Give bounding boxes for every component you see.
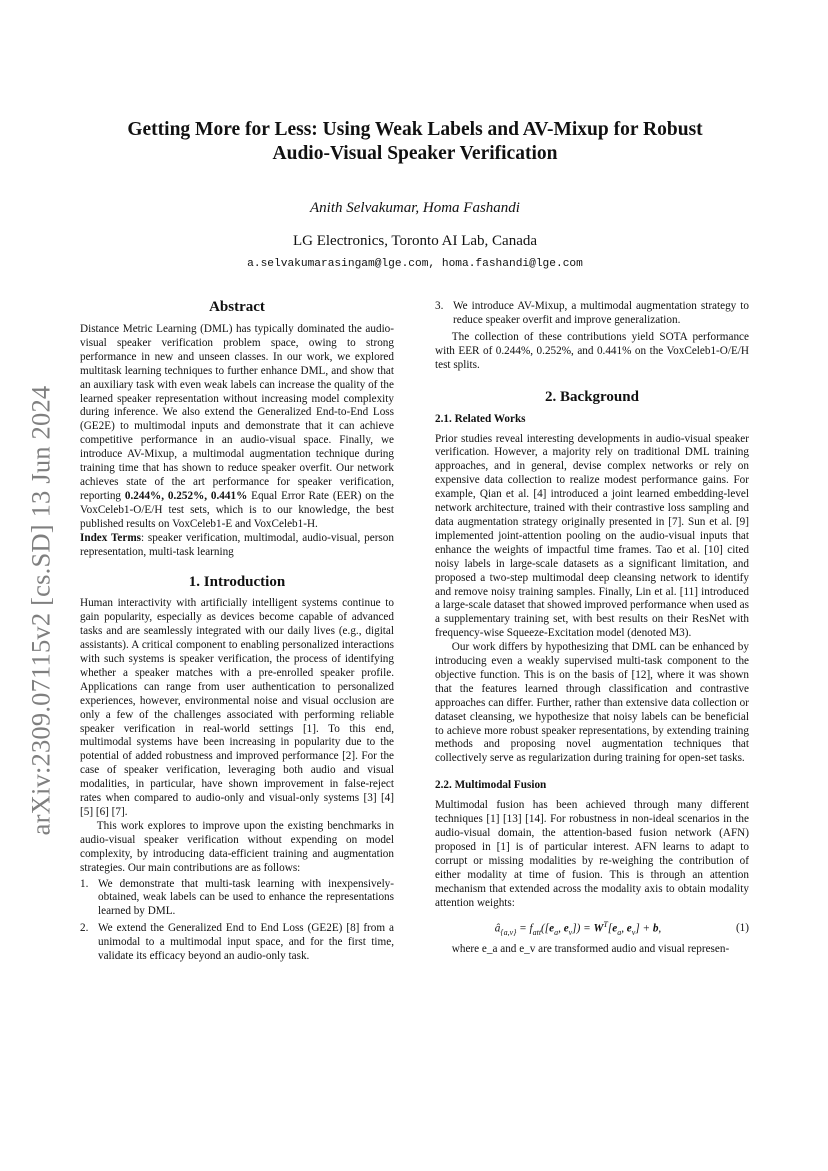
fusion-paragraph-1: Multimodal fusion has been achieved through many different techniques [1] [13] [14]. For robustness in non-ideal scenarios in the audio-visual domain, the attention-based fusion network (AFN) proposed in [1] is of particular interest. AFN learns to adapt to corrupt or missing modalities by re-weighing the contribution of either modality at time of fusion. This is through an attention mechanism that extended across the modality axis to obtain modality attention weights:: [435, 799, 749, 909]
equation-1-number: (1): [735, 921, 749, 934]
abstract-heading: Abstract: [209, 299, 265, 315]
abstract-text-2: Equal Error Rate (EER) on the VoxCeleb1-O/E/H test sets, which is to our knowledge, the best published results on VoxCeleb1-E and VoxCeleb1-H.: [80, 489, 395, 530]
contribution-item: [80, 922, 394, 964]
equation-1-body: $â_{\{a,v\}} = f_{att}([e_a$, $e_v]) = W^T[e_a$, $e_v] + b$,: [494, 919, 662, 937]
intro-paragraph-3: The collection of these contributions yield SOTA performance with EER of 0.244%, 0.252%, and 0.441% on the VoxCeleb1-O/E/H test splits.: [435, 330, 749, 371]
contribution-text: We introduce AV-Mixup, a multimodal augmentation strategy to reduce speaker overfit and improve generalization.: [453, 300, 749, 326]
related-works-paragraph-2: Our work differs by hypothesizing that DML can be enhanced by introducing even a weakly supervised multi-task component to the objective function. This is on the basis of [12], where it was shown that the features learned through classification and contrastive approaches can differ. Further, rather than extensive data collection or dataset cleansing, we hypothesize that noisy labels can be beneficial to achieve more robust speaker representations, by extending training methods and proposing novel augmentation techniques that collectively serve as regularization during training for open-set tasks.: [435, 641, 749, 765]
eer-h: 0.441%: [210, 489, 248, 502]
intro-heading: 1. Introduction: [188, 574, 286, 591]
eer-o: 0.244%: [124, 489, 162, 502]
title-line-1: Getting More for Less: Using Weak Labels and AV-Mixup for Robust: [127, 119, 703, 140]
authors: Anith Selvakumar, Homa Fashandi: [310, 200, 520, 216]
abstract-body: [80, 323, 394, 532]
index-terms-label: Index Terms: [80, 531, 141, 544]
fusion-paragraph-2: where e_a and e_v are transformed audio and visual represen-: [451, 943, 730, 956]
right-column: [435, 298, 749, 957]
paper-title: [80, 118, 750, 166]
affiliation: LG Electronics, Toronto AI Lab, Canada: [292, 233, 538, 249]
eer-sep-2: ,: [204, 489, 211, 502]
eer-sep-1: ,: [161, 489, 168, 502]
contribution-number: 2.: [80, 922, 89, 935]
related-works-heading: 2.1. Related Works: [435, 412, 526, 425]
equation-1: [435, 918, 749, 940]
related-works-paragraph-1: Prior studies reveal interesting developments in audio-visual speaker verification. However, a majority rely on traditional DML training approaches, and in general, devise complex networks or rely on expensive data collection to realize modest performance gains. For example, Qian et al. [4] introduced a joint learned embedding-level network architecture, trained with their contrastive loss sampling and data augmentation strategy originally presented in [7]. Sun et al. [9] implemented joint-attention pooling on the audio-visual inputs that enhance the weights of impactful time frames. Tao et al. [10] cited noisy labels in large-scale datasets as a significant limitation, and proposed a two-step multimodal deep cleansing network to identify and remove noisy training samples. Finally, Lin et al. [11] introduced a large-scale dataset that showed improved performance when used as a supplementary training set, with best results on their ResNet with frequency-wise Squeeze-Excitation model (denoted M3).: [435, 432, 749, 640]
arxiv-stamp: [18, 370, 64, 850]
contribution-number: 3.: [435, 300, 444, 312]
contribution-number: 1.: [80, 877, 89, 890]
intro-paragraph-1: Human interactivity with artificially intelligent systems continue to gain popularity, especially as devices become capable of advanced tasks and are seamlessly integrated with our daily lives (e.g., digital assistants). A critical component to enabling personalized interactions with such systems is speaker verification, the process of identifying whether a speaker matches with a pre-enrolled speaker profile. Applications can range from user authentication to personalized experiences, however, environmental noise and visual occlusion are only a few of the challenges associated with performing reliable speaker verification in real-world settings [1]. To this end, multimodal systems have been increasing in popularity due to the potential of added robustness and improved performance [2]. For the case of speaker verification, leveraging both audio and visual modalities, in particular, have shown improvement in false-reject rates when compared to audio-only and visual-only systems [3] [4] [5] [6] [7].: [80, 597, 394, 818]
multimodal-fusion-heading: 2.2. Multimodal Fusion: [435, 779, 547, 792]
intro-paragraph-2: This work explores to improve upon the existing benchmarks in audio-visual speaker verification without expending on model complexity, by introducing data-efficient training and augmentation strategies. Our main contributions are as follows:: [80, 819, 394, 874]
contribution-item: [435, 300, 749, 328]
contribution-text: We extend the Generalized End to End Loss (GE2E) [8] from a unimodal to a multimodal input space, and for the first time, validate its efficacy beyond an audio-only task.: [98, 922, 394, 963]
left-column: [80, 298, 394, 964]
title-line-2: Audio-Visual Speaker Verification: [272, 143, 558, 164]
eer-e: 0.252%: [167, 489, 205, 502]
author-emails: a.selvakumarasingam@lge.com, homa.fashandi@lge.com: [247, 258, 583, 270]
index-terms-list: : speaker verification, multimodal, audio-visual, person representation, multi-task learning: [80, 531, 394, 558]
contribution-list: [80, 878, 394, 964]
abstract-text-1: Distance Metric Learning (DML) has typically dominated the audio-visual speaker verification problem space, owing to strong performance in new and unseen classes. In our work, we explored multitask learning techniques to further enhance DML, and show that an auxiliary task with even weak labels can increase the quality of the learned speaker representation without increasing model complexity during inference. We also extend the Generalized End-to-End Loss (GE2E) to multimodal inputs and demonstrate that it can achieve competitive performance in an audio-visual space. Finally, we introduce AV-Mixup, a multimodal augmentation technique during training time that has shown to reduce speaker overfit. Our network achieves state of the art performance for speaker verification, reporting: [80, 323, 394, 502]
contribution-text: We demonstrate that multi-task learning with inexpensively-obtained, weak labels can be used to enhance the representations learned by DML.: [98, 877, 394, 918]
contribution-item: [80, 878, 394, 920]
index-terms: [80, 532, 394, 560]
arxiv-stamp-text: arXiv:2309.07115v2 [cs.SD] 13 Jun 2024: [25, 385, 56, 835]
contribution-list-continued: [435, 300, 749, 328]
background-heading: 2. Background: [545, 388, 639, 405]
